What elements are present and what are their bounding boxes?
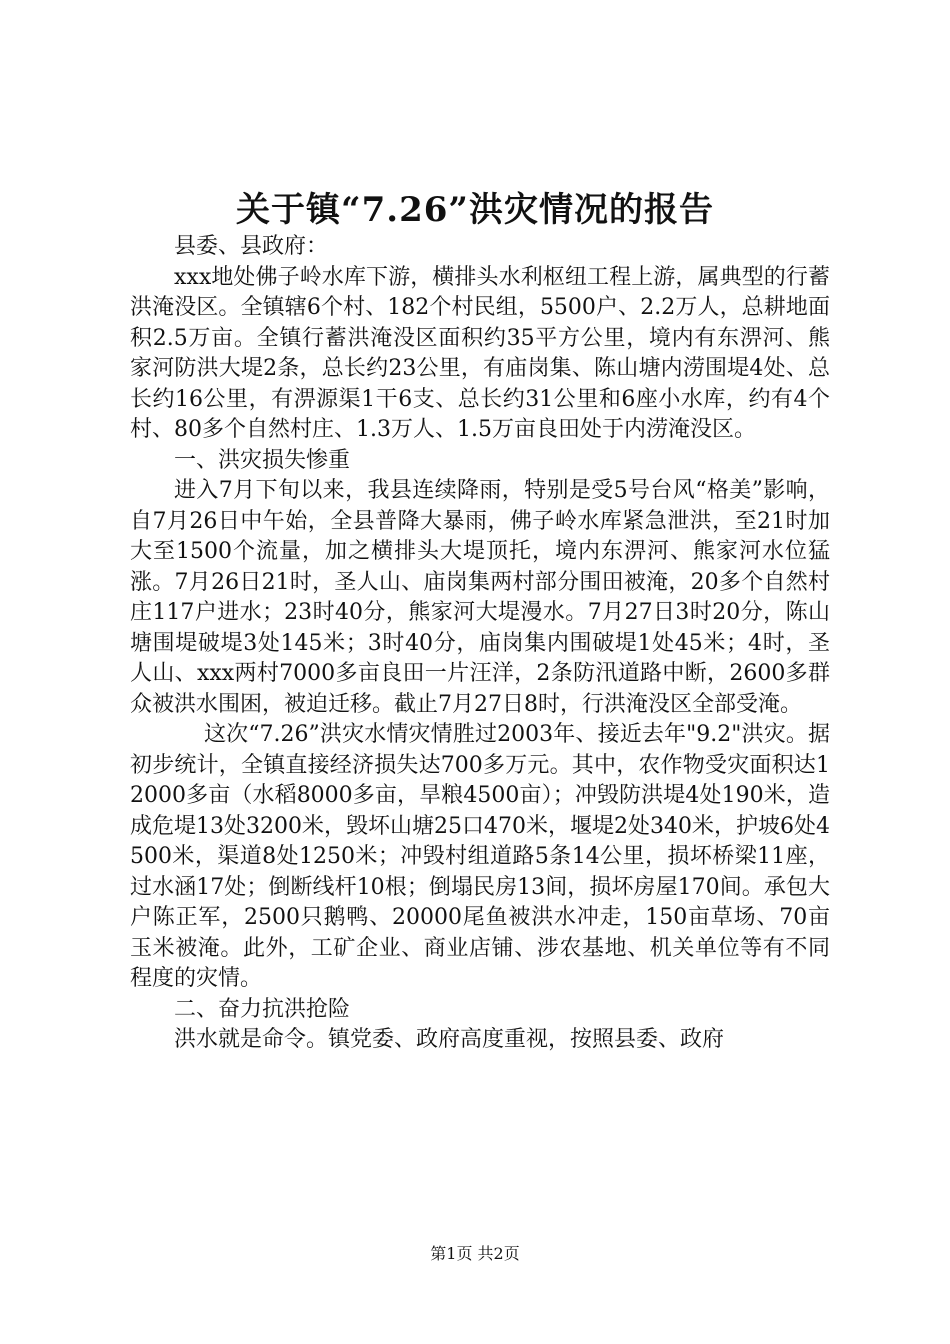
salutation: 县委、县政府： [174,234,329,259]
section-heading-rescue: 二、奋力抗洪抢险 [174,996,351,1022]
paragraph-flood-events: 进入7月下旬以来，我县连续降雨，特别是受5号台风“格美”影响，自7月26日中午始，全县普降大暴雨，佛子岭水库紧急泄洪，至21时加大至1500个流量，加之横排头大堤顶托，境内东淠河、熊家河水位猛涨。7月26日21时，圣人山、庙岗集两村部分围田被淹，20多个自然村庄117户进水；23时40分，熊家河大堤漫水。7月27日3时20分，陈山塘围堤破堤3处145米；3时40分，庙岗集内围破堤1处45米；4时，圣人山、xxx两村7000多亩良田一片汪洋，2条防汛道路中断，2600多群众被洪水围困，被迫迁移。截止7月27日8时，行洪淹没区全部受淹。 [130,478,830,717]
document-body [130,232,830,1056]
document-title: 关于镇“7.26”洪灾情况的报告 [236,190,714,230]
paragraph-damage-statistics: 这次“7.26”洪灾水情灾情胜过2003年、接近去年"9.2"洪灾。据初步统计，全镇直接经济损失达700多万元。其中，农作物受灾面积达12000多亩（水稻8000多亩，旱粮4500亩）；冲毁防洪堤4处190米，造成危堤13处3200米，毁坏山塘25口470米，堰堤2处340米，护坡6处4500米，渠道8处1250米；冲毁村组道路5条14公里，损坏桥梁11座，过水涵17处；倒断线杆10根；倒塌民房13间，损坏房屋170间。承包大户陈正军，2500只鹅鸭、20000尾鱼被洪水冲走，150亩草场、70亩玉米被淹。此外，工矿企业、商业店铺、涉农基地、机关单位等有不同程度的灾情。 [130,722,830,991]
section-heading-losses: 一、洪灾损失惨重 [174,447,351,473]
paragraph-overview: xxx地处佛子岭水库下游，横排头水利枢纽工程上游，属典型的行蓄洪淹没区。全镇辖6个村、182个村民组，5500户、2.2万人，总耕地面积2.5万亩。全镇行蓄洪淹没区面积约35平方公里，境内有东淠河、熊家河防洪大堤2条，总长约23公里，有庙岗集、陈山塘内涝围堤4处、总长约16公里，有淠源渠1干6支、总长约31公里和6座小水库，约有4个村、80多个自然村庄、1.3万人、1.5万亩良田处于内涝淹没区。 [130,264,830,442]
paragraph-rescue-start: 洪水就是命令。镇党委、政府高度重视，按照县委、政府 [174,1027,725,1052]
page-footer: 第1页 共2页 [430,1244,520,1263]
